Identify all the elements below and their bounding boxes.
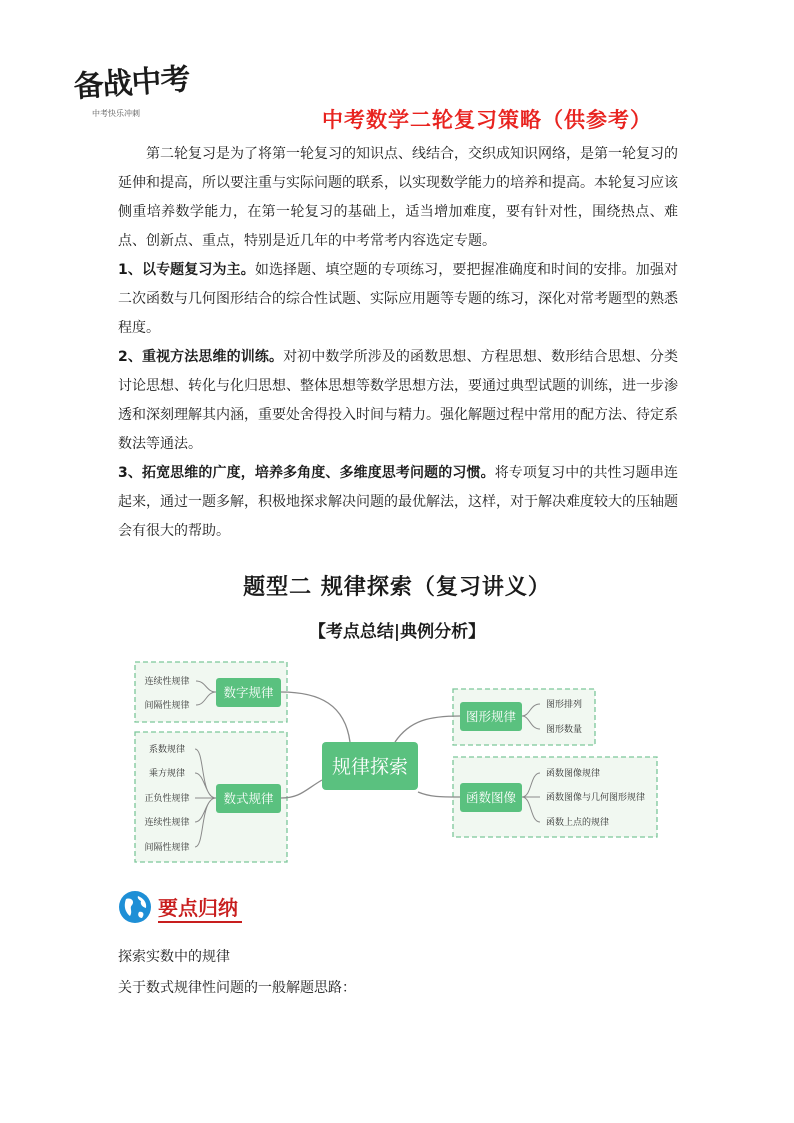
strategy-2-heading: 2、重视方法思维的训练。 [118, 349, 284, 365]
expr-rule-label: 数式规律 [223, 791, 274, 806]
expr-rule-leaf: 间隔性规律 [144, 843, 190, 853]
connector-center-num [281, 692, 350, 742]
expr-rule-leaf: 连续性规律 [144, 818, 190, 828]
intro-paragraph: 第二轮复习是为了将第一轮复习的知识点、线结合，交织成知识网络，是第一轮复习的延伸和提高，所以要注重与实际问题的联系，以实现数学能力的培养和提高。本轮复习应该侧重培养数学能力，在第一轮复习的基础上，适当增加难度，要有针对性，围绕热点、难点、创新点、重点，特别是近几年的中考常考内容选定专题。 [118, 146, 678, 249]
func-image-leaf: 函数图像规律 [546, 769, 601, 779]
center-node-label: 规律探索 [331, 756, 409, 778]
shape-rule-leaf: 图形数量 [546, 725, 583, 735]
strategy-3-text: 将专项复习中的共性习题串连起来，通过一题多解，积极地探求解决问题的最优解法，这样，对于解决难度较大的压轴题会有很大的帮助。 [118, 465, 678, 539]
shape-rule-label: 图形规律 [465, 709, 517, 724]
expr-rule-leaf: 乘方规律 [148, 769, 186, 779]
connector-center-shape [395, 716, 460, 742]
section-title: 题型二 规律探索（复习讲义） [243, 574, 551, 600]
shape-rule-leaf: 图形排列 [546, 700, 583, 710]
key-points-line-2: 关于数式规律性问题的一般解题思路： [118, 980, 356, 996]
func-image-label: 函数图像 [465, 790, 517, 805]
document-title: 中考数学二轮复习策略（供参考） [322, 108, 652, 132]
key-points-underline [158, 921, 242, 923]
num-rule-leaf: 连续性规律 [144, 677, 190, 687]
logo-text: 备战中考 [72, 61, 191, 105]
section-subtitle: 【考点总结|典例分析】 [308, 622, 486, 642]
func-image-leaf: 函数图像与几何图形规律 [546, 793, 646, 803]
key-points-title: 要点归纳 [158, 896, 238, 920]
logo-subtext: 中考快乐冲刺 [92, 109, 140, 118]
strategy-2-text: 对初中数学所涉及的函数思想、方程思想、数形结合思想、分类讨论思想、转化与化归思想、整体思想等数学思想方法，要通过典型试题的训练，进一步渗透和深刻理解其内涵，重要处舍得投入时间与精力。强化解题过程中常用的配方法、待定系数法等通法。 [118, 349, 679, 452]
strategy-1-text: 如选择题、填空题的专项练习，要把握准确度和时间的安排。加强对二次函数与几何图形结合的综合性试题、实际应用题等专题的练习，深化对常考题型的熟悉程度。 [118, 262, 679, 336]
strategy-3-heading: 3、拓宽思维的广度，培养多角度、多维度思考问题的习惯。 [118, 465, 495, 481]
globe-icon [117, 889, 153, 925]
num-rule-leaf: 间隔性规律 [144, 701, 190, 711]
key-points-line-1: 探索实数中的规律 [118, 949, 230, 965]
strategy-1-heading: 1、以专题复习为主。 [118, 262, 255, 278]
expr-rule-leaf: 系数规律 [148, 745, 186, 755]
func-image-leaf: 函数上点的规律 [546, 818, 610, 828]
expr-rule-leaf: 正负性规律 [144, 794, 190, 804]
num-rule-label: 数字规律 [223, 685, 274, 700]
